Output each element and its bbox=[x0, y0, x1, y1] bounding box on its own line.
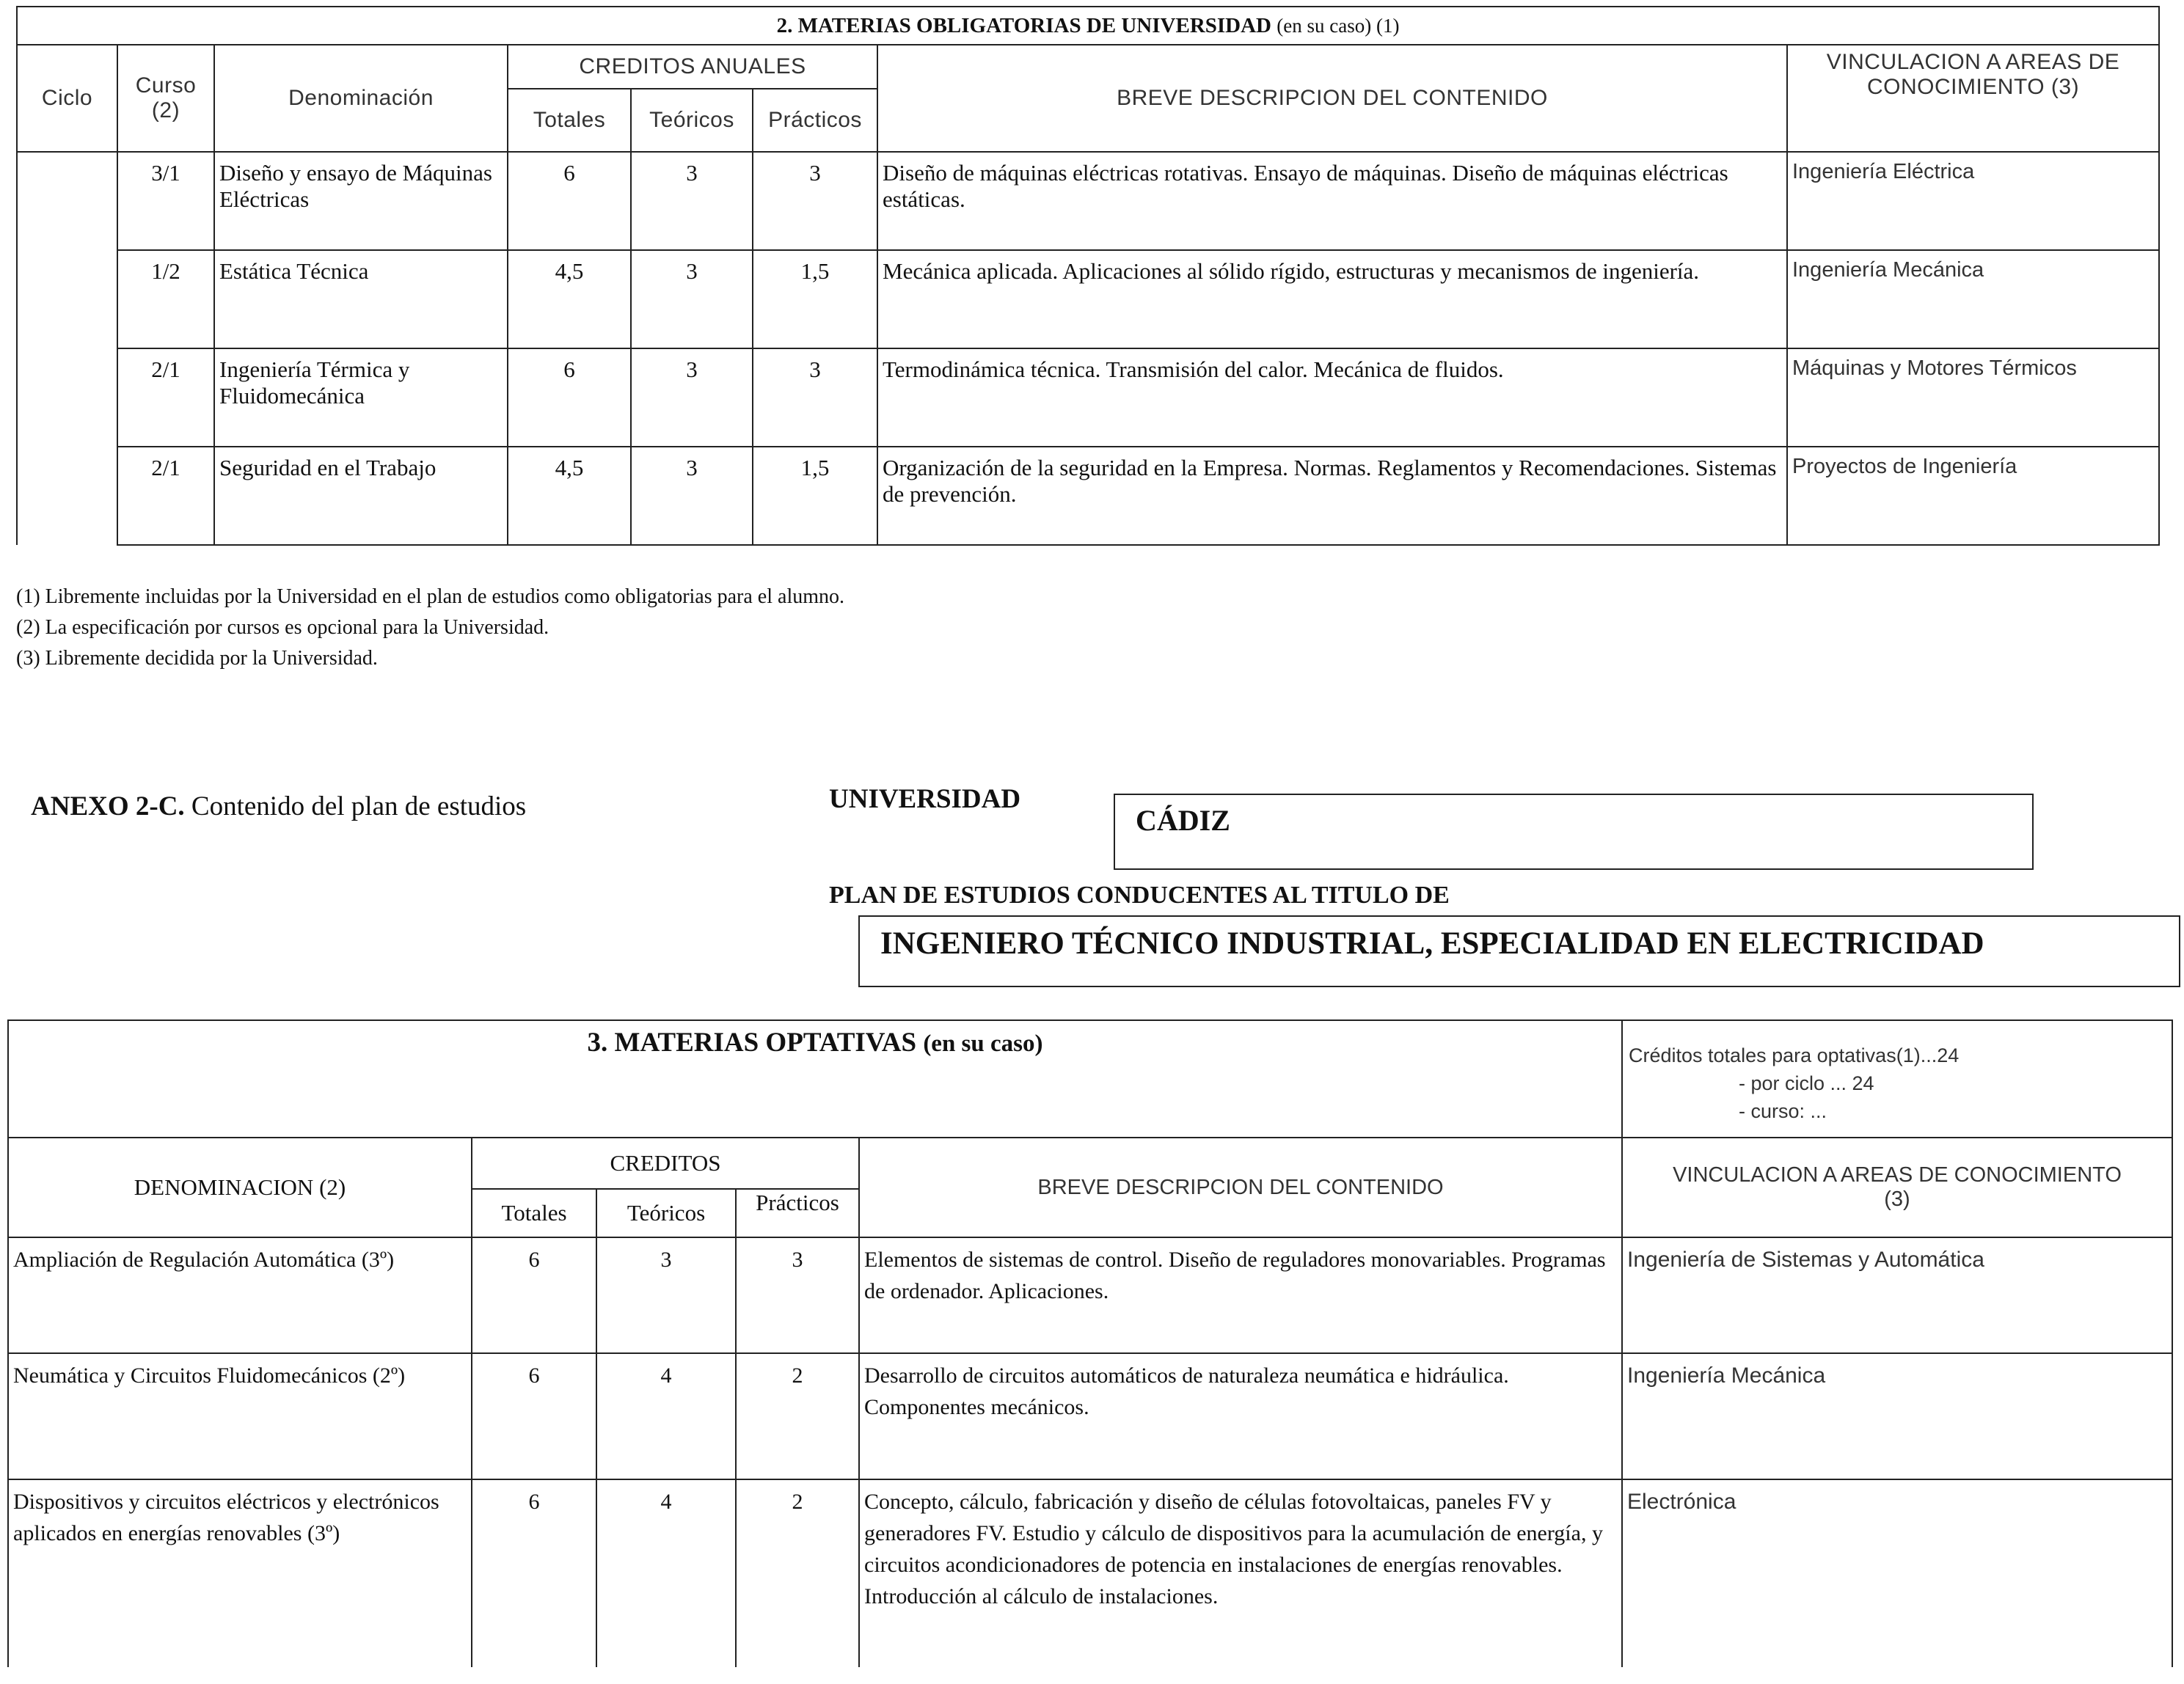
plan-label: PLAN DE ESTUDIOS CONDUCENTES AL TITULO DE bbox=[829, 882, 1450, 909]
area-cell: Ingeniería Eléctrica bbox=[1787, 152, 2159, 250]
header-vinculacion bbox=[1622, 1138, 2172, 1237]
descripcion-cell: Desarrollo de circuitos automáticos de naturaleza neumática e hidráulica. Componentes mecánicos. bbox=[859, 1353, 1622, 1479]
curso-cell: 2/1 bbox=[117, 447, 214, 545]
creditos-totales-text: Créditos totales para optativas(1)...24 bbox=[1629, 1044, 1960, 1066]
obligatorias-table bbox=[16, 6, 2160, 546]
descripcion-cell: Concepto, cálculo, fabricación y diseño de células fotovoltaicas, paneles FV y generadores FV. Estudio y cálculo de dispositivos para la acumulación de energía, y circuitos acondicionadores de potencia en instalaciones de energías renovables. Introducción al cálculo de instalaciones. bbox=[859, 1479, 1622, 1667]
universidad-box bbox=[1114, 794, 2034, 870]
footnote-1: (1) Libremente incluidas por la Universidad en el plan de estudios como obligatorias para el alumno. bbox=[16, 585, 844, 608]
descripcion-cell: Termodinámica técnica. Transmisión del calor. Mecánica de fluidos. bbox=[877, 348, 1787, 447]
teoricos-cell: 3 bbox=[631, 447, 753, 545]
obligatorias-title-suffix: (en su caso) (1) bbox=[1277, 14, 1400, 37]
optativas-title-text: 3. MATERIAS OPTATIVAS bbox=[587, 1028, 917, 1058]
creditos-totales-cell bbox=[1622, 1020, 2172, 1138]
obligatorias-title bbox=[17, 7, 2159, 45]
footnote-3: (3) Libremente decidida por la Universidad. bbox=[16, 647, 378, 670]
practicos-cell: 1,5 bbox=[753, 250, 877, 348]
descripcion-cell: Elementos de sistemas de control. Diseño de reguladores monovariables. Programas de ordenador. Aplicaciones. bbox=[859, 1237, 1622, 1353]
header-practicos: Prácticos bbox=[736, 1189, 859, 1237]
footnotes bbox=[16, 582, 844, 674]
obligatorias-title-text: 2. MATERIAS OBLIGATORIAS DE UNIVERSIDAD bbox=[776, 13, 1272, 37]
anexo-label-bold: ANEXO 2-C. bbox=[31, 791, 185, 821]
universidad-label: UNIVERSIDAD bbox=[829, 784, 1021, 814]
header-totales: Totales bbox=[508, 89, 631, 152]
practicos-cell: 3 bbox=[753, 348, 877, 447]
header-vinculacion: VINCULACION A AREAS DE CONOCIMIENTO (3) bbox=[1787, 45, 2159, 152]
header-denominacion: Denominación bbox=[214, 45, 508, 152]
curso-cell: 3/1 bbox=[117, 152, 214, 250]
universidad-value: CÁDIZ bbox=[1136, 804, 1230, 837]
header-vinculacion-note: (3) bbox=[1884, 1187, 1910, 1211]
table-row bbox=[17, 447, 2159, 545]
practicos-cell: 3 bbox=[753, 152, 877, 250]
header-curso-label: Curso bbox=[135, 73, 197, 98]
totales-cell: 4,5 bbox=[508, 447, 631, 545]
header-teoricos: Teóricos bbox=[631, 89, 753, 152]
table-row bbox=[8, 1353, 2172, 1479]
teoricos-cell: 4 bbox=[596, 1479, 736, 1667]
por-ciclo-text: - por ciclo ... 24 bbox=[1739, 1072, 1874, 1094]
header-vinculacion-label: VINCULACION A AREAS DE CONOCIMIENTO bbox=[1673, 1163, 2122, 1187]
header-descripcion: BREVE DESCRIPCION DEL CONTENIDO bbox=[877, 45, 1787, 152]
header-totales: Totales bbox=[472, 1189, 596, 1237]
totales-cell: 6 bbox=[472, 1479, 596, 1667]
descripcion-cell: Diseño de máquinas eléctricas rotativas. Ensayo de máquinas. Diseño de máquinas eléctricas estáticas. bbox=[877, 152, 1787, 250]
area-cell: Ingeniería Mecánica bbox=[1787, 250, 2159, 348]
optativas-title-suffix: (en su caso) bbox=[923, 1030, 1043, 1057]
curso-text: - curso: ... bbox=[1739, 1100, 1827, 1122]
teoricos-cell: 3 bbox=[631, 250, 753, 348]
totales-cell: 6 bbox=[472, 1237, 596, 1353]
header-descripcion: BREVE DESCRIPCION DEL CONTENIDO bbox=[859, 1138, 1622, 1237]
practicos-cell: 1,5 bbox=[753, 447, 877, 545]
header-curso-note: (2) bbox=[151, 98, 180, 122]
totales-cell: 4,5 bbox=[508, 250, 631, 348]
optativas-table bbox=[7, 1019, 2173, 1667]
header-practicos: Prácticos bbox=[753, 89, 877, 152]
denominacion-cell: Ampliación de Regulación Automática (3º) bbox=[8, 1237, 472, 1353]
area-cell: Proyectos de Ingeniería bbox=[1787, 447, 2159, 545]
header-ciclo: Ciclo bbox=[17, 45, 117, 152]
optativas-title bbox=[8, 1020, 1622, 1138]
denominacion-cell: Seguridad en el Trabajo bbox=[214, 447, 508, 545]
totales-cell: 6 bbox=[472, 1353, 596, 1479]
practicos-cell: 2 bbox=[736, 1353, 859, 1479]
denominacion-cell: Ingeniería Térmica y Fluidomecánica bbox=[214, 348, 508, 447]
header-teoricos: Teóricos bbox=[596, 1189, 736, 1237]
practicos-cell: 3 bbox=[736, 1237, 859, 1353]
titulo-value: INGENIERO TÉCNICO INDUSTRIAL, ESPECIALIDAD EN ELECTRICIDAD bbox=[880, 926, 1984, 961]
area-cell: Electrónica bbox=[1622, 1479, 2172, 1667]
descripcion-cell: Mecánica aplicada. Aplicaciones al sólido rígido, estructuras y mecanismos de ingeniería. bbox=[877, 250, 1787, 348]
anexo-label bbox=[31, 791, 526, 822]
denominacion-cell: Dispositivos y circuitos eléctricos y electrónicos aplicados en energías renovables (3º) bbox=[8, 1479, 472, 1667]
teoricos-cell: 3 bbox=[596, 1237, 736, 1353]
footnote-2: (2) La especificación por cursos es opcional para la Universidad. bbox=[16, 616, 549, 639]
header-creditos: CREDITOS bbox=[472, 1138, 859, 1189]
denominacion-cell: Estática Técnica bbox=[214, 250, 508, 348]
totales-cell: 6 bbox=[508, 348, 631, 447]
header-curso bbox=[117, 45, 214, 152]
curso-cell: 1/2 bbox=[117, 250, 214, 348]
practicos-cell: 2 bbox=[736, 1479, 859, 1667]
table-row bbox=[17, 250, 2159, 348]
totales-cell: 6 bbox=[508, 152, 631, 250]
table-row bbox=[17, 152, 2159, 250]
area-cell: Ingeniería de Sistemas y Automática bbox=[1622, 1237, 2172, 1353]
descripcion-cell: Organización de la seguridad en la Empresa. Normas. Reglamentos y Recomendaciones. Sistemas de prevención. bbox=[877, 447, 1787, 545]
teoricos-cell: 4 bbox=[596, 1353, 736, 1479]
anexo-label-rest: Contenido del plan de estudios bbox=[184, 791, 527, 821]
table-row bbox=[8, 1237, 2172, 1353]
denominacion-cell: Neumática y Circuitos Fluidomecánicos (2º) bbox=[8, 1353, 472, 1479]
area-cell: Ingeniería Mecánica bbox=[1622, 1353, 2172, 1479]
table-row bbox=[8, 1479, 2172, 1667]
header-creditos-anuales: CREDITOS ANUALES bbox=[508, 45, 877, 89]
teoricos-cell: 3 bbox=[631, 152, 753, 250]
ciclo-cell bbox=[17, 152, 117, 545]
header-denominacion: DENOMINACION (2) bbox=[8, 1138, 472, 1237]
curso-cell: 2/1 bbox=[117, 348, 214, 447]
table-row bbox=[17, 348, 2159, 447]
teoricos-cell: 3 bbox=[631, 348, 753, 447]
denominacion-cell: Diseño y ensayo de Máquinas Eléctricas bbox=[214, 152, 508, 250]
area-cell: Máquinas y Motores Térmicos bbox=[1787, 348, 2159, 447]
